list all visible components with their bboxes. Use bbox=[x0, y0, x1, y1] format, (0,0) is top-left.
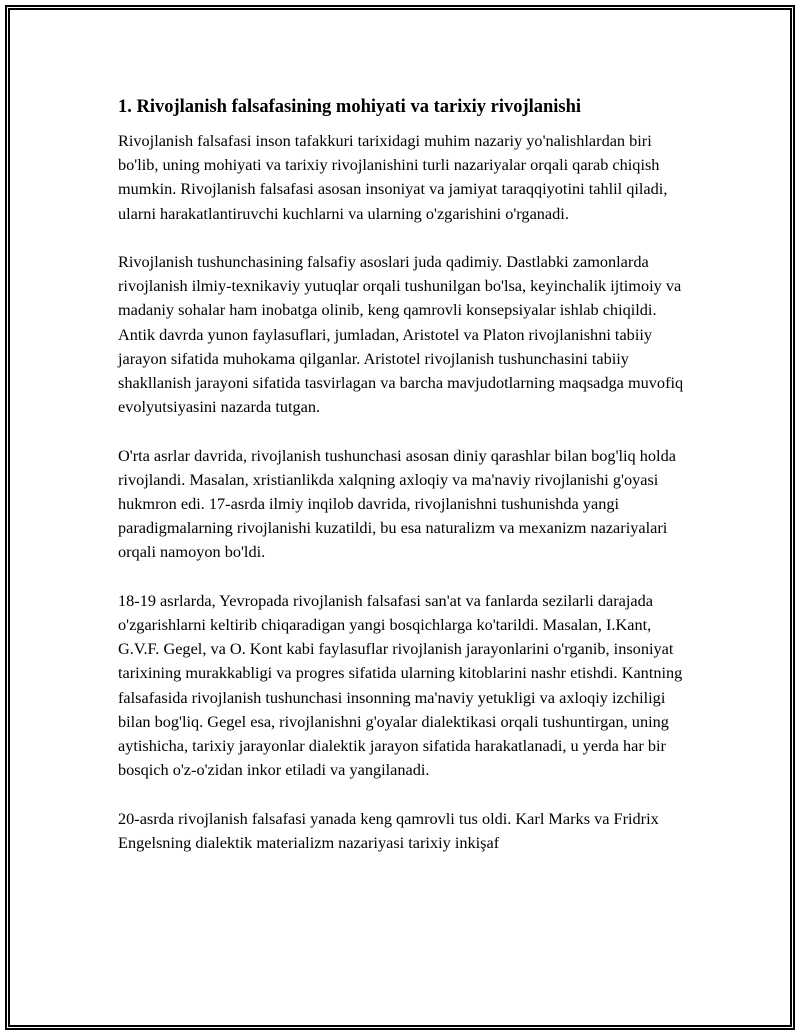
paragraph-4: 18-19 asrlarda, Yevropada rivojlanish falsafasi san'at va fanlarda sezilarli darajada o'zgarishlarni keltirib chiqaradigan yangi bosqichlarga ko'tarildi. Masalan, I.Kant, G.V.F. Gegel, va O. Kont kabi faylasuflar rivojlanish jarayonlarini o'rganib, insoniyat tarixining murakkabligi va progres sifatida ularning kitoblarini nashr etishdi. Kantning falsafasida rivojlanish tushunchasi insonning ma'naviy yetukligi va axloqiy izchiligi bilan bog'liq. Gegel esa, rivojlanishni g'oyalar dialektikasi orqali tushuntirgan, uning aytishicha, tarixiy jarayonlar dialektik jarayon sifatida harakatlanadi, u yerda har bir bosqich o'z-o'zidan inkor etiladi va yangilanadi. bbox=[118, 590, 683, 780]
document-body bbox=[118, 95, 693, 879]
paragraph-1: Rivojlanish falsafasi inson tafakkuri tarixidagi muhim nazariy yo'nalishlardan biri bo'lib, uning mohiyati va tarixiy rivojlanishini turli nazariyalar orqali qarab chiqish mumkin. Rivojlanish falsafasi asosan insoniyat va jamiyat taraqqiyotini tahlil qiladi, ularni harakatlantiruvchi kuchlarni va ularning o'zgarishini o'rganadi. bbox=[118, 131, 668, 223]
paragraph-5: 20-asrda rivojlanish falsafasi yanada keng qamrovli tus oldi. Karl Marks va Fridrix Engelsning dialektik materializm nazariyasi tarixiy inkişaf bbox=[118, 808, 659, 852]
section-heading: 1. Rivojlanish falsafasining mohiyati va tarixiy rivojlanishi bbox=[118, 97, 582, 117]
paragraph-3: O'rta asrlar davrida, rivojlanish tushunchasi asosan diniy qarashlar bilan bog'liq holda rivojlandi. Masalan, xristianlikda xalqning axloqiy va ma'naviy rivojlanishi g'oyasi hukmron edi. 17-asrda ilmiy inqilob davrida, rivojlanishni tushunishda yangi paradigmalarning rivojlanishi kuzatildi, bu esa naturalizm va mexanizm nazariyalari orqali namoyon bo'ldi. bbox=[118, 445, 676, 562]
paragraph-2: Rivojlanish tushunchasining falsafiy asoslari juda qadimiy. Dastlabki zamonlarda rivojlanish ilmiy-texnikaviy yutuqlar orqali tushunilgan bo'lsa, keyinchalik ijtimoiy va madaniy sohalar ham inobatga olinib, keng qamrovli konsepsiyalar ishlab chiqildi. Antik davrda yunon faylasuflari, jumladan, Aristotel va Platon rivojlanishni tabiiy jarayon sifatida muhokama qilganlar. Aristotel rivojlanish tushunchasini tabiiy shakllanish jarayoni sifatida tasvirlagan va barcha mavjudotlarning maqsadga muvofiq evolyutsiyasini nazarda tutgan. bbox=[118, 252, 684, 417]
